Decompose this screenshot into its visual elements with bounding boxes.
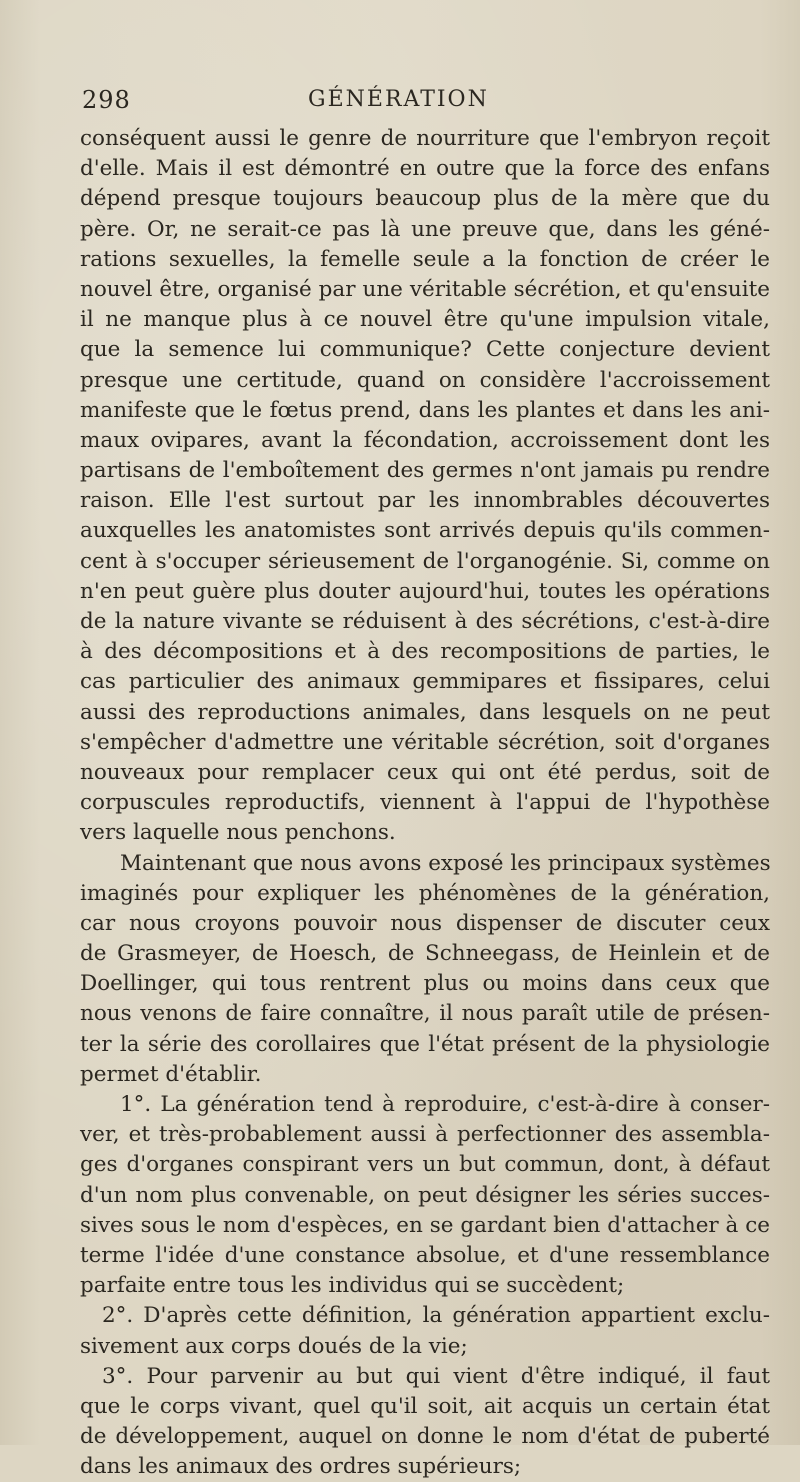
text-line: parfaite entre tous les individus qui se succèdent; [80,1273,625,1299]
text-line: imaginés pour expliquer les phénomènes de la génération, [80,880,770,906]
text-line: car nous croyons pouvoir nous dispenser de discuter ceux [80,910,770,936]
page-number: 298 [82,86,131,114]
text-line: terme l'idée d'une constance absolue, et d'une ressemblance [80,1242,770,1268]
text-line: s'empêcher d'admettre une véritable sécrétion, soit d'organes [80,729,770,755]
text-line: permet d'établir. [80,1061,262,1087]
text-line: il ne manque plus à ce nouvel être qu'une impulsion vitale, [80,307,770,333]
text-line: cent à s'occuper sérieusement de l'organogénie. Si, comme on [80,548,770,574]
text-line: partisans de l'emboîtement des germes n'ont jamais pu rendre [80,458,770,484]
text-line: ges d'organes conspirant vers un but commun, dont, à défaut [80,1152,770,1178]
text-line: sivement aux corps doués de la vie; [80,1333,468,1359]
text-line: père. Or, ne serait-ce pas là une preuve que, dans les géné- [80,216,770,242]
text-line: manifeste que le fœtus prend, dans les plantes et dans les ani- [80,397,770,423]
text-line: que la semence lui communique? Cette conjecture devient [80,337,770,363]
text-line: de Grasmeyer, de Hoesch, de Schneegass, de Heinlein et de [80,941,770,967]
text-line: ver, et très-probablement aussi à perfectionner des assembla- [80,1122,770,1148]
corollary-1-line: 1°. La génération tend à reproduire, c'est-à-dire à conser- [120,1092,770,1117]
text-line: conséquent aussi le genre de nourriture que l'embryon reçoit [80,126,770,151]
text-line: maux ovipares, avant la fécondation, accroissement dont les [80,427,770,453]
text-line: auxquelles les anatomistes sont arrivés depuis qu'ils commen- [80,518,770,544]
running-title: GÉNÉRATION [308,87,489,112]
text-line: nous venons de faire connaître, il nous paraît utile de présen- [80,1001,770,1027]
text-line: de la nature vivante se réduisent à des sécrétions, c'est-à-dire [80,609,770,634]
body-text [80,124,770,1482]
text-line: dans les animaux des ordres supérieurs; [80,1454,522,1480]
text-line: sives sous le nom d'espèces, en se gardant bien d'attacher à ce [80,1212,770,1238]
text-line: rations sexuelles, la femelle seule a la fonction de créer le [80,246,770,272]
page-header [82,86,742,126]
corollary-3-line: 3°. Pour parvenir au but qui vient d'être indiqué, il faut [102,1363,770,1389]
text-line: à des décompositions et à des recompositions de parties, le [80,639,770,665]
text-line: nouvel être, organisé par une véritable sécrétion, et qu'ensuite [80,276,770,302]
paragraph-start-line: Maintenant que nous avons exposé les principaux systèmes [120,850,771,876]
text-line: presque une certitude, quand on considère l'accroissement [80,367,770,393]
text-line: Doellinger, qui tous rentrent plus ou moins dans ceux que [80,971,770,997]
text-line: nouveaux pour remplacer ceux qui ont été perdus, soit de [80,759,770,785]
text-line: aussi des reproductions animales, dans lesquels on ne peut [80,699,770,725]
text-line: dépend presque toujours beaucoup plus de la mère que du [80,186,770,212]
text-line: de développement, auquel on donne le nom d'état de puberté [80,1424,770,1450]
corollary-2-line: 2°. D'après cette définition, la génération appartient exclu- [102,1303,770,1329]
text-line: corpuscules reproductifs, viennent à l'appui de l'hypothèse [80,790,770,816]
text-line: d'elle. Mais il est démontré en outre que la force des enfans [80,156,770,182]
text-line: d'un nom plus convenable, on peut désigner les séries succes- [80,1182,770,1208]
text-line: cas particulier des animaux gemmipares et fissipares, celui [80,669,770,695]
text-line: raison. Elle l'est surtout par les innombrables découvertes [80,488,770,514]
text-line: ter la série des corollaires que l'état présent de la physiologie [80,1031,770,1057]
text-line: n'en peut guère plus douter aujourd'hui, toutes les opérations [80,578,770,604]
text-line: que le corps vivant, quel qu'il soit, ait acquis un certain état [80,1393,770,1419]
text-line: vers laquelle nous penchons. [80,820,396,846]
